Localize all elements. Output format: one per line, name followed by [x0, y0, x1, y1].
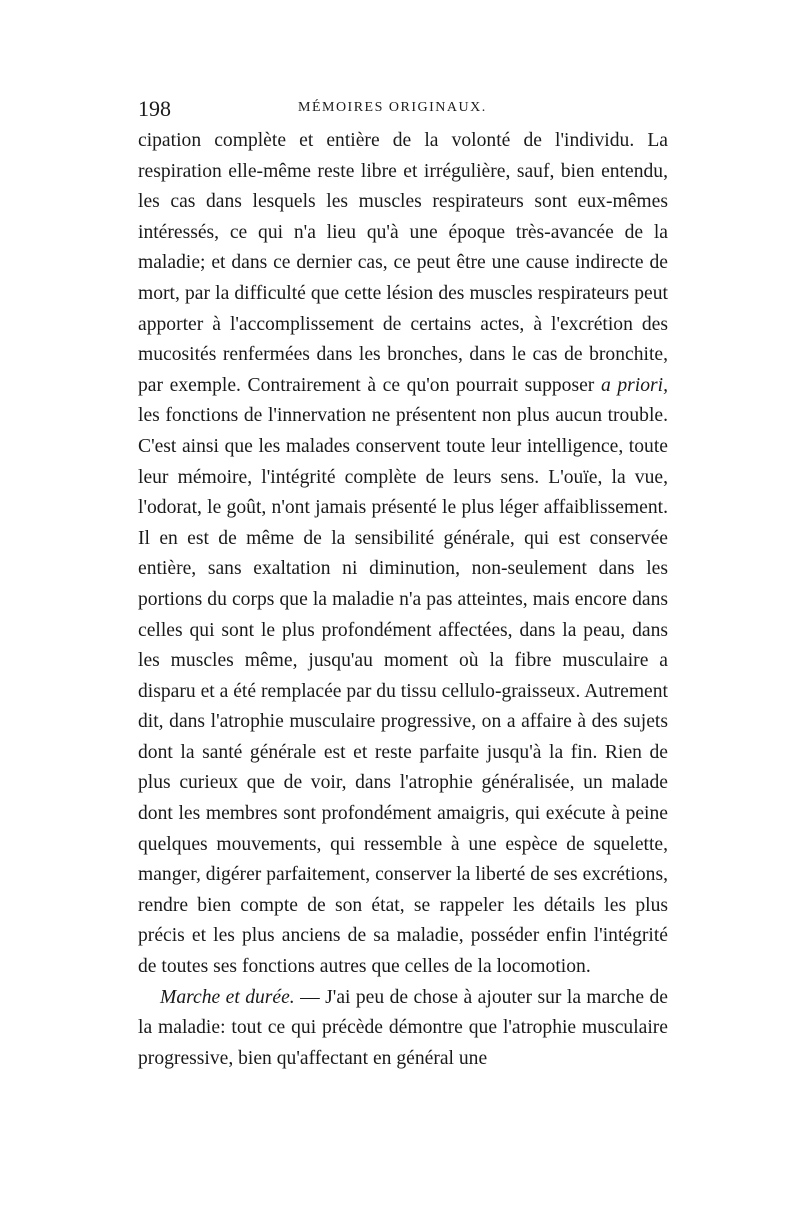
paragraph-text-part-2: les fonctions de l'innervation ne présentent non plus aucun trouble. C'est ainsi que les malades conservent toute leur intelligence, toute leur mémoire, l'intégrité complète de leurs sens. L'ouïe, la vue, l'odorat, le goût, n'ont jamais présenté le plus léger affaiblissement. Il en est de même de la sensibilité générale, qui est conservée entière, sans exaltation ni diminution, non-seulement dans les portions du corps que la maladie n'a pas atteintes, mais encore dans celles qui sont le plus profondément affectées, dans la peau, dans les muscles même, jusqu'au moment où la fibre musculaire a disparu et a été remplacée par du tissu cellulo-graisseux. Autrement dit, dans l'atrophie musculaire progressive, on a affaire à des sujets dont la santé générale est et reste parfaite jusqu'à la fin. Rien de plus curieux que de voir, dans l'atrophie généralisée, un malade dont les membres sont profondément amaigris, qui exécute à peine quelques mouvements, qui ressemble à une espèce de squelette, manger, digérer parfaitement, conserver la liberté de ses excrétions, rendre bien compte de son état, se rappeler les détails les plus précis et les plus anciens de sa maladie, posséder enfin l'intégrité de toutes ses fonctions autres que celles de la locomotion. [138, 405, 668, 978]
paragraph-marche-text: — J'ai peu de chose à ajouter sur la marche de la maladie: tout ce qui précède démontre que l'atrophie musculaire progressive, bien qu'affectant en général une [138, 986, 669, 1069]
running-head [138, 96, 668, 126]
section-heading-marche-duree: Marche et durée. [160, 986, 295, 1008]
paragraph-marche-duree [138, 983, 668, 1075]
running-title: MÉMOIRES ORIGINAUX. [298, 100, 487, 115]
page-number: 198 [138, 96, 171, 121]
paragraph-respiration-innervation [138, 126, 668, 983]
book-page [138, 96, 668, 1074]
italic-a-priori: a priori, [600, 374, 669, 396]
body-text [138, 126, 668, 1074]
paragraph-text-part-1: cipation complète et entière de la volonté de l'individu. La respiration elle-même reste libre et irrégulière, sauf, bien entendu, les cas dans lesquels les muscles respirateurs sont eux-mêmes intéressés, ce qui n'a lieu qu'à une époque très-avancée de la maladie; et dans ce dernier cas, ce peut être une cause indirecte de mort, par la difficulté que cette lésion des muscles respirateurs peut apporter à l'accomplissement de certains actes, à l'excrétion des mucosités renfermées dans les bronches, dans le cas de bronchite, par exemple. Contrairement à ce qu'on pourrait supposer [138, 130, 668, 396]
